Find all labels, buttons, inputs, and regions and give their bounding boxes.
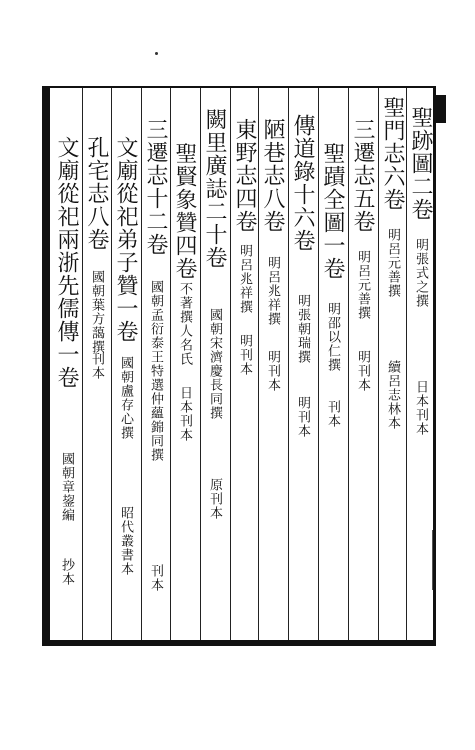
entry-edition: 日本刊本 [177,386,192,442]
catalog-entry [200,96,230,636]
catalog-entry [348,96,378,636]
entry-title: 聖門志六卷 [380,96,405,211]
entry-edition: 刊本 [89,352,104,380]
catalog-entry [111,96,141,636]
entry-title: 聖跡圖二卷 [408,106,433,221]
entry-title: 陋巷志八卷 [260,118,285,233]
entry-author: 國朝葉方藹撰 [89,270,104,354]
entry-edition: 昭代叢書本 [118,506,133,576]
entry-edition: 明刊本 [237,334,252,376]
entry-edition: 明刊本 [265,350,280,392]
entry-title: 文廟從祀兩浙先儒傳一卷 [54,136,79,389]
entry-author: 不著撰人名氏 [177,282,192,366]
catalog-entry [406,96,436,636]
entry-edition: 續呂志林本 [385,360,400,430]
entry-author: 明邵以仁撰 [325,302,340,372]
catalog-entry [141,96,171,636]
ink-speck [155,52,158,55]
catalog-entry [52,96,82,636]
entry-edition: 明刊本 [355,350,370,392]
entry-author: 明呂元善撰 [355,250,370,320]
entry-title: 文廟從祀弟子贊一卷 [113,136,138,343]
entry-edition: 抄本 [59,558,74,586]
entry-edition: 日本刊本 [413,380,428,436]
catalog-entry [318,96,348,636]
entry-title: 孔宅志八卷 [84,136,109,251]
entry-author: 國朝孟衍泰王特選仲蘊錦同撰 [148,280,163,462]
catalog-entry [378,96,408,636]
frame-bottom-rule [42,640,436,646]
frame-left-rule [42,86,50,644]
entry-edition: 刊本 [325,400,340,428]
entry-edition: 刊本 [148,564,163,592]
entry-author: 明呂兆祥撰 [237,244,252,314]
entry-title: 聖賢象贊四卷 [172,142,197,280]
entry-edition: 明刊本 [295,396,310,438]
entry-edition: 原刊本 [207,478,222,520]
entry-title: 聖蹟全圖一卷 [320,142,345,280]
entry-author: 國朝盧存心撰 [118,356,133,440]
catalog-entry [82,96,112,636]
entry-author: 明呂元善撰 [385,228,400,298]
entry-title: 東野志四卷 [232,118,257,233]
entry-title: 三遷志十二卷 [143,118,168,256]
catalog-entry [258,96,288,636]
entry-title: 傳道錄十六卷 [290,114,315,252]
entry-title: 闕里廣誌二十卷 [202,108,227,269]
entry-title: 三遷志五卷 [350,118,375,233]
catalog-entry [230,96,260,636]
catalog-entry [288,96,318,636]
entry-author: 國朝章鋆編 [59,452,74,522]
entry-author: 明張式之撰 [413,238,428,308]
entry-author: 國朝宋濟慶長同撰 [207,308,222,420]
catalog-entry [170,96,200,636]
entry-author: 明呂兆祥撰 [265,256,280,326]
entry-author: 明張朝瑞撰 [295,294,310,364]
